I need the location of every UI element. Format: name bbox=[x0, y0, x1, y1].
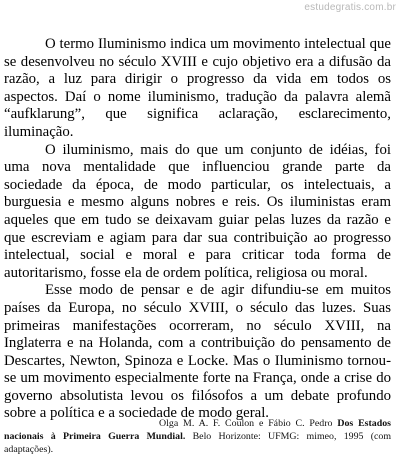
paragraph-3: Esse modo de pensar e de agir difundiu-se em muitos países da Europa, no século XVIII, o século das luzes. Suas primeiras manifestações ocorreram, no século XVIII, na Inglaterra e na Holanda, com a contribuição do pensamento de Descartes, Newton, Spinoza e Locke. Mas o Iluminismo tornou-se um movimento especialmente forte na França, onde a crise do governo absolutista levou os filósofos a um debate profundo sobre a política e a sociedade de modo geral. bbox=[4, 282, 391, 422]
citation-authors: Olga M. A. F. Coulon e Fábio C. Pedro bbox=[159, 418, 333, 429]
paragraph-1: O termo Iluminismo indica um movimento intelectual que se desenvolveu no século XVIII e cujo objetivo era a difusão da razão, a luz para dirigir o progresso da vida em todos os aspectos. Daí o nome iluminismo, tradução da palavra alemã “aufklarung”, que significa aclaração, esclarecimento, iluminação. bbox=[4, 36, 391, 140]
citation-title: Dos Estados nacionais à Primeira Guerra Mundial. bbox=[4, 418, 391, 442]
article-text bbox=[4, 36, 391, 423]
paragraph-2: O iluminismo, mais do que um conjunto de idéias, foi uma nova mentalidade que influenciou grande parte da sociedade da época, de modo particular, os intelectuais, a burguesia e mesmo alguns nobres e reis. Os iluministas eram aqueles que em tudo se deixavam guiar pelas luzes da razão e que escreviam e agiam para dar sua contribuição ao progresso intelectual, social e moral e para criticar toda forma de autoritarismo, fosse ela de ordem política, religiosa ou moral. bbox=[4, 141, 391, 281]
source-citation bbox=[4, 417, 391, 456]
citation-publisher: Belo Horizonte: UFMG: mimeo, 1995 (com adaptações). bbox=[4, 431, 392, 455]
site-watermark: estudegratis.com.br bbox=[304, 2, 396, 13]
